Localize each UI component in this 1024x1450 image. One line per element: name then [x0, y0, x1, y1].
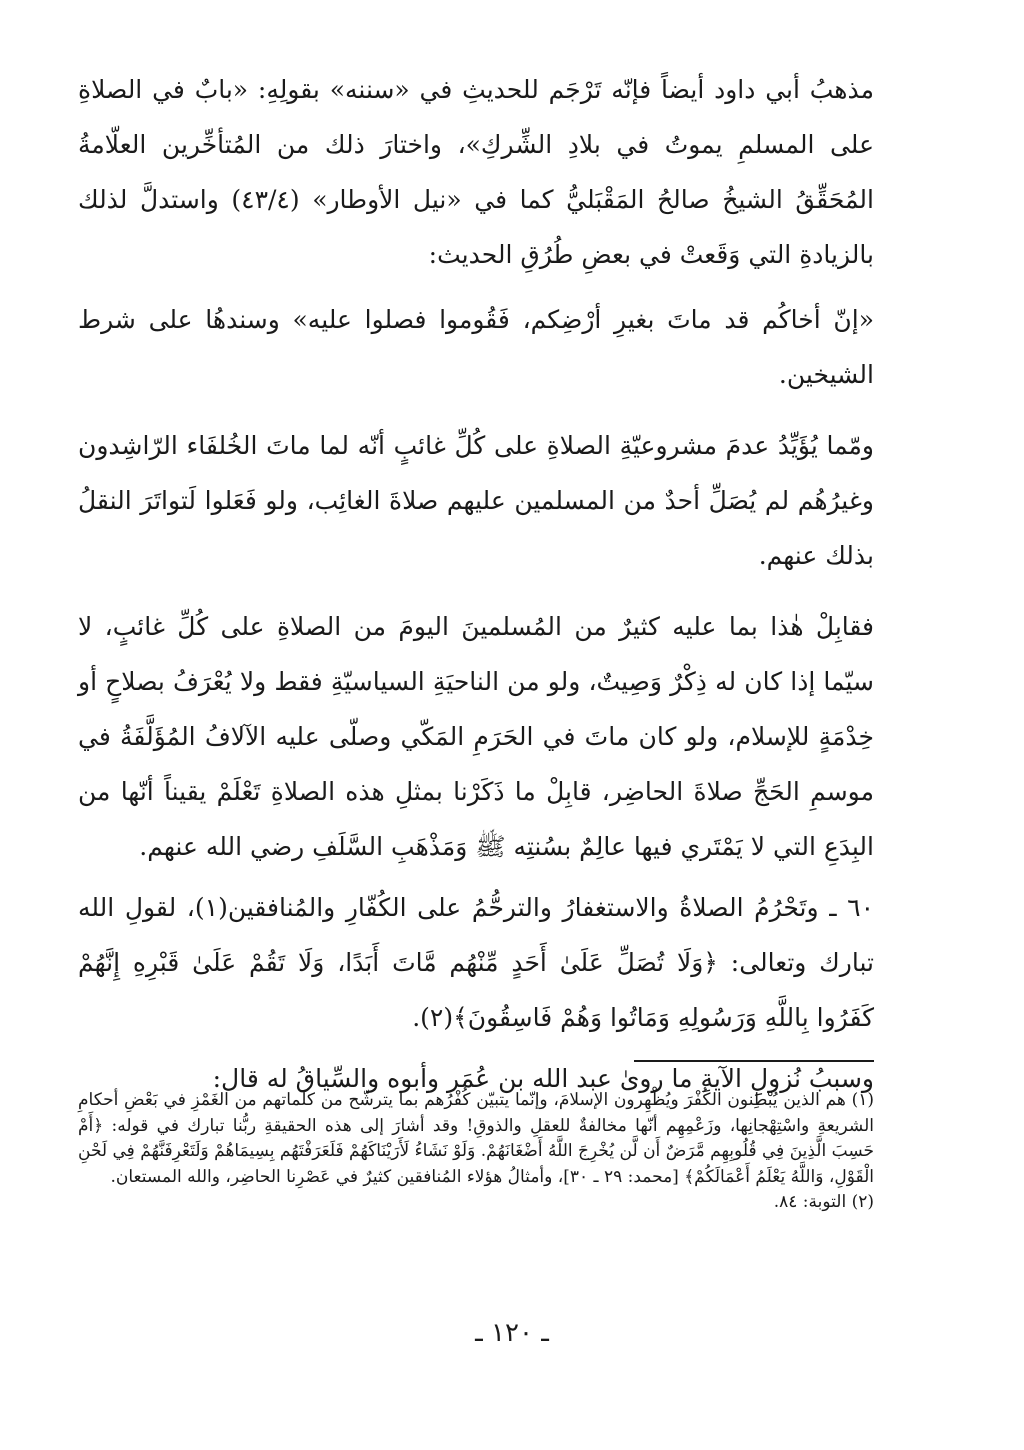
paragraph: فقابِلْ هٰذا بما عليه كثيرٌ من المُسلمينَ اليومَ من الصلاةِ على كُلِّ غائبٍ، لا سيّما إذا كان له ذِكْرٌ وَصِيتٌ، ولو من الناحيَةِ السياسيّةِ فقط ولا يُعْرَفُ بصلاحٍ أو خِدْمَةٍ للإسلام، ولو كان ماتَ في الحَرَمِ المَكّي وصلّى عليه الآلافُ المُؤَلَّفَةُ في موسمِ الحَجِّ صلاةَ الحاضِر، قابِلْ ما ذَكَرْنا بمثلِ هذه الصلاةِ تَعْلَمْ يقيناً أنّها من البِدَعِ التي لا يَمْتَري فيها عالِمٌ بسُنتِه ﷺ وَمَذْهَبِ السَّلَفِ رضي الله عنهم. [78, 612, 874, 861]
footnote: (٢) التوبة: ٨٤. [773, 1192, 874, 1212]
footnote-separator [634, 1060, 874, 1062]
paragraph: مذهبُ أبي داود أيضاً فإنّه تَرْجَم للحديثِ في «سننه» بقولِهِ: «بابٌ في الصلاةِ على المسلمِ يموتُ في بلادِ الشِّركِ»، واختارَ ذلك من المُتأخِّرين العلّامةُ المُحَقِّقُ الشيخُ صالحُ المَقْبَليُّ كما في «نيل الأوطار» (٤٣/٤) واستدلَّ لذلك بالزيادةِ التي وَقَعتْ في بعضِ طُرُقِ الحديث: [78, 75, 874, 269]
paragraph: وسببُ نُزولِ الآيةِ ما روىٰ عبد الله بن عُمَر وأبوه والسِّياقُ له قال: [212, 1064, 874, 1093]
paragraph: ٦٠ ـ وتَحْرُمُ الصلاةُ والاستغفارُ والترحُّمُ على الكُفّارِ والمُنافقين(١)، لقولِ الله تبارك وتعالى: ﴿وَلَا تُصَلِّ عَلَىٰ أَحَدٍ مِّنْهُم مَّاتَ أَبَدًا، وَلَا تَقُمْ عَلَىٰ قَبْرِهِ إِنَّهُمْ كَفَرُوا بِاللَّهِ وَرَسُولِهِ وَمَاتُوا وَهُمْ فَاسِقُونَ﴾(٢). [78, 893, 874, 1032]
main-text [78, 62, 874, 1106]
footnotes [78, 1088, 874, 1216]
paragraph: ومّما يُؤَيِّدُ عدمَ مشروعيّةِ الصلاةِ على كُلِّ غائبٍ أنّه لما ماتَ الخُلفَاء الرّاشِدون وغيرُهُم لم يُصَلِّ أحدٌ من المسلمين عليهم صلاةَ الغائِب، ولو فَعَلوا لَتواتَرَ النقلُ بذلك عنهم. [78, 431, 874, 570]
paragraph: «إنّ أخاكُم قد ماتَ بغيرِ أرْضِكم، فَقُوموا فصلوا عليه» وسندهُا على شرط الشيخين. [78, 305, 874, 389]
page-number: ـ ١٢٠ ـ [475, 1318, 549, 1348]
footnote: (١) هم الذين يُبْطِنون الكُفْرَ ويُظْهِرون الإسلامَ، وإنّما يتبيّن كُفْرُهم بما يترشّح من كلماتهم من الغَمْزِ في بَعْضِ أحكامِ الشريعةِ واسْتِهْجانِها، وزَعْمِهِم أنّها مخالفةٌ للعقلِ والذوقِ! وقد أشارَ إلى هذه الحقيقةِ ربُّنا تبارك في قوله: ﴿أَمْ حَسِبَ الَّذِينَ فِي قُلُوبِهِم مَّرَضٌ أَن لَّن يُخْرِجَ اللَّهُ أَضْغَانَهُمْ. وَلَوْ نَشَاءُ لَأَرَيْنَاكَهُمْ فَلَعَرَفْتَهُم بِسِيمَاهُمْ وَلَتَعْرِفَنَّهُمْ فِي لَحْنِ الْقَوْلِ، وَاللَّهُ يَعْلَمُ أَعْمَالَكُمْ﴾ [محمد: ٢٩ ـ ٣٠]، وأمثالُ هؤلاء المُنافقين كثيرٌ في عَصْرِنا الحاضِر، والله المستعان. [78, 1090, 874, 1187]
